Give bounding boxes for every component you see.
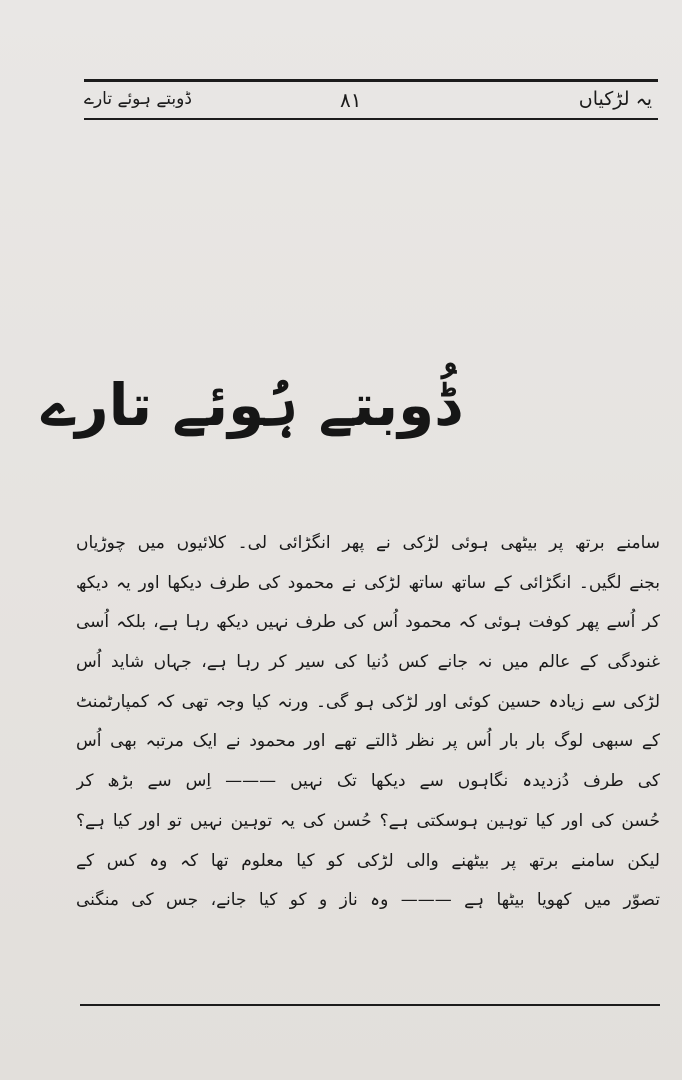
header-bottom-rule bbox=[84, 118, 658, 120]
body-line: کے سبھی لوگ بار بار اُس پر نظر ڈالتے تھے اور محمود نے ایک مرتبہ بھی اُس bbox=[76, 731, 660, 752]
body-line: حُسن کی اور کیا توہین ہوسکتی ہے؟ حُسن کی یہ توہین نہیں تو اور کیا ہے؟ bbox=[76, 810, 660, 831]
body-line: غنودگی کے عالم میں نہ جانے کس دُنیا کی سیر کر رہا ہے، جہاں شاید اُس bbox=[76, 652, 660, 673]
body-line: تصوّر میں کھویا بیٹھا ہے ——— وہ ناز و کو کیا جانے، جس کی منگنی bbox=[76, 890, 660, 911]
header-top-rule bbox=[84, 79, 658, 82]
page-number: ۸۱ bbox=[340, 88, 362, 112]
body-line: سامنے برتھ پر بیٹھی ہوئی لڑکی نے پھر انگڑائی لی۔ کلائیوں میں چوڑیاں bbox=[76, 533, 660, 553]
body-line: کر اُسے پھر کوفت ہوئی کہ محمود اُس کی طرف نہیں دیکھ رہا ہے، بلکہ اُسی bbox=[76, 612, 660, 633]
running-head-chapter-title: ڈوبتے ہوئے تارے bbox=[84, 89, 192, 109]
body-line: لڑکی سے زیادہ حسین کوئی اور لڑکی ہو گی۔ ورنہ کیا وجہ تھی کہ کمپارٹمنٹ bbox=[76, 691, 660, 712]
chapter-title: ڈُوبتے ہُوئے تارے bbox=[41, 371, 460, 439]
body-text bbox=[76, 524, 660, 921]
body-line: لیکن سامنے برتھ پر بیٹھنے والی لڑکی کو کیا معلوم تھا کہ وہ کس کے bbox=[76, 850, 660, 871]
body-line: کی طرف دُزدیدہ نگاہوں سے دیکھا تک نہیں ——— اِس سے بڑھ کر bbox=[76, 771, 660, 792]
footer-rule bbox=[80, 1004, 660, 1006]
running-head-book-title: یہ لڑکیاں bbox=[578, 88, 652, 110]
body-line: بجنے لگیں۔ انگڑائی کے ساتھ ساتھ لڑکی نے محمود کی طرف دیکھا اور یہ دیکھ bbox=[76, 572, 660, 593]
